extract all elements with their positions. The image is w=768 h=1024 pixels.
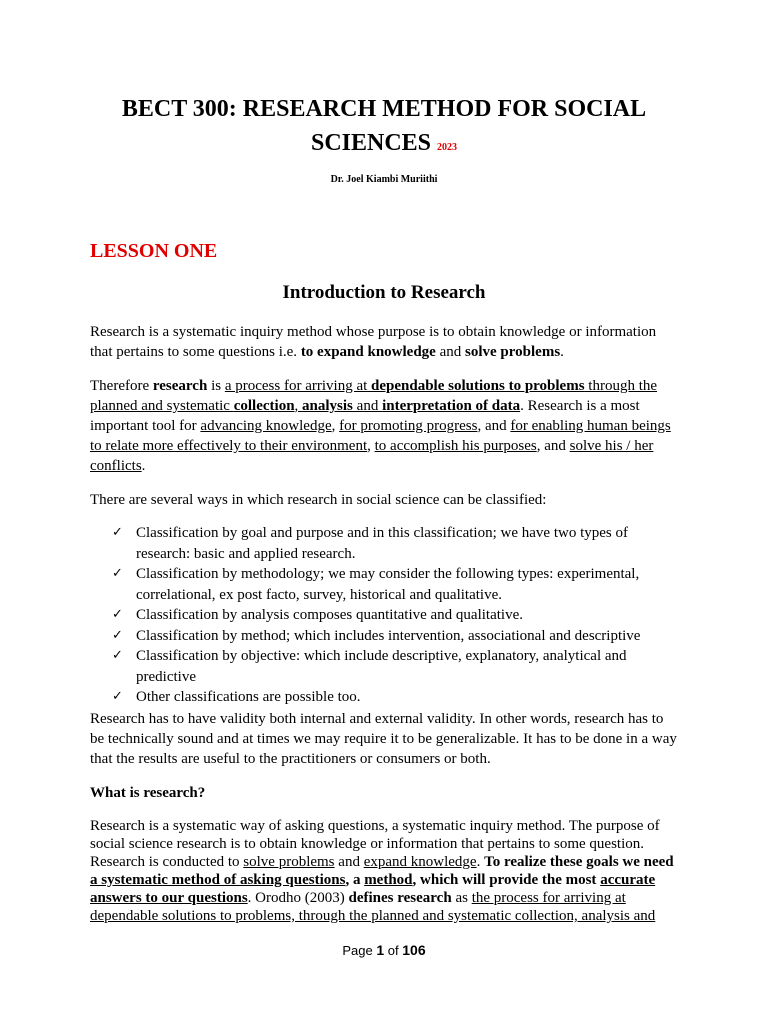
- def-text-1: Therefore: [90, 378, 153, 394]
- rd-text-3: .: [476, 854, 485, 870]
- def-comma: ,: [294, 398, 303, 414]
- def-underline-4: for promoting progress: [339, 418, 478, 434]
- of-word: of: [384, 943, 403, 958]
- page-word: Page: [342, 943, 377, 958]
- rd-underline-1: solve problems: [243, 854, 335, 870]
- intro-text: Research is a systematic inquiry method whose purpose is to obtain knowledge or information that pertains to some questions i.e.: [90, 324, 657, 360]
- rd-bold-underline-1: a systematic method of asking questions: [90, 872, 346, 888]
- page-number: 1: [376, 942, 385, 958]
- rd-text-2: and: [334, 854, 364, 870]
- classification-intro: There are several ways in which research in social science can be classified:: [90, 492, 547, 508]
- def-underline-7: solve his / her conflicts: [90, 438, 654, 474]
- section-heading: Introduction to Research: [282, 282, 486, 303]
- classification-list: [90, 523, 680, 708]
- intro-bold-1: to expand knowledge: [300, 344, 436, 360]
- def-underline-3: advancing knowledge: [200, 418, 332, 434]
- rd-underline-2: expand knowledge: [363, 854, 477, 870]
- title-line-1: BECT 300: RESEARCH METHOD FOR SOCIAL: [121, 96, 647, 122]
- def-text-5: , and: [477, 418, 511, 434]
- rd-bold-3: , which will provide the most: [412, 872, 601, 888]
- checkmark-icon: ✓: [112, 689, 123, 704]
- def-text-3: . Research is a most important tool for: [90, 398, 640, 434]
- title-line-2: [60, 126, 708, 165]
- rd-text-1: Research is a systematic way of asking questions, a systematic inquiry method. The purpose of social science research is to obtain knowledge or information that pertains to some question. Research is conducted to: [90, 818, 660, 870]
- def-underline-1: a process for arriving at: [224, 378, 372, 394]
- document-title: [60, 92, 708, 165]
- intro-paragraph: [90, 322, 680, 362]
- intro-text-2: and: [435, 344, 466, 360]
- def-text-8: .: [141, 458, 146, 474]
- list-item: [90, 605, 680, 626]
- list-item: [90, 646, 680, 687]
- list-item-text: Classification by methodology; we may consider the following types: experimental, correlational, ex post facto, survey, historical and qualitative.: [136, 566, 640, 603]
- list-item-text: Classification by objective: which include descriptive, explanatory, analytical and predictive: [136, 648, 627, 685]
- def-underline-2: through the planned and systematic: [90, 378, 658, 414]
- def-underline-5: for enabling human beings to relate more effectively to their environment: [90, 418, 671, 454]
- rd-bold-2: , a: [345, 872, 365, 888]
- def-underline-6: to accomplish his purposes: [374, 438, 537, 454]
- def-bold-research: research: [152, 378, 208, 394]
- checkmark-icon: ✓: [112, 648, 123, 663]
- checkmark-icon: ✓: [112, 627, 123, 643]
- checkmark-icon: ✓: [112, 566, 123, 581]
- definition-paragraph: [90, 376, 680, 476]
- rd-underline-3: the process for arriving at dependable solutions to problems, through the planned and systematic collection, analysis and: [90, 890, 656, 924]
- list-item-text: Classification by method; which includes intervention, associational and descriptive: [136, 627, 641, 644]
- def-text-6: ,: [367, 438, 375, 454]
- list-item: [90, 687, 680, 708]
- def-bold-interpretation: interpretation of data: [382, 398, 521, 414]
- what-is-research-heading: What is research?: [90, 785, 206, 801]
- title-sciences: SCIENCES: [310, 130, 432, 156]
- author-name: Dr. Joel Kiambi Muriithi: [330, 174, 438, 185]
- page-total: 106: [402, 942, 426, 958]
- def-text-7: , and: [536, 438, 570, 454]
- def-text-2: is: [207, 378, 225, 394]
- rd-bold-underline-3: accurate answers to our questions: [90, 872, 656, 906]
- def-and: and: [352, 398, 383, 414]
- checkmark-icon: ✓: [112, 525, 123, 540]
- def-bold-underline-1: dependable solutions to problems: [371, 378, 585, 394]
- intro-bold-2: solve problems: [465, 344, 561, 360]
- rd-text-5: as: [451, 890, 472, 906]
- checkmark-icon: ✓: [112, 607, 123, 622]
- def-text-4: ,: [331, 418, 340, 434]
- def-bold-collection: collection: [233, 398, 295, 414]
- validity-paragraph: Research has to have validity both internal and external validity. In other words, research has to be technically sound and at times we may require it to be generalizable. It has to be done in a way that the results are useful to the practitioners or consumers or both.: [90, 711, 677, 767]
- list-item: [90, 564, 680, 605]
- rd-bold-1: To realize these goals we need: [484, 854, 674, 870]
- research-definition-paragraph: [90, 817, 680, 925]
- list-item: [90, 523, 680, 564]
- list-item-text: Other classifications are possible too.: [136, 689, 361, 705]
- page-footer: [0, 942, 768, 958]
- lesson-heading: LESSON ONE: [90, 240, 218, 262]
- intro-text-3: .: [560, 344, 564, 360]
- rd-bold-underline-2: method: [364, 872, 413, 888]
- rd-bold-defines: defines research: [348, 890, 452, 906]
- list-item-text: Classification by analysis composes quantitative and qualitative.: [136, 607, 523, 623]
- list-item-text: Classification by goal and purpose and in this classification; we have two types of research: basic and applied research.: [136, 525, 628, 562]
- def-bold-analysis: analysis: [302, 398, 353, 414]
- rd-text-4: . Orodho (2003): [247, 890, 349, 906]
- year-label: 2023: [437, 142, 458, 153]
- list-item: [90, 626, 680, 647]
